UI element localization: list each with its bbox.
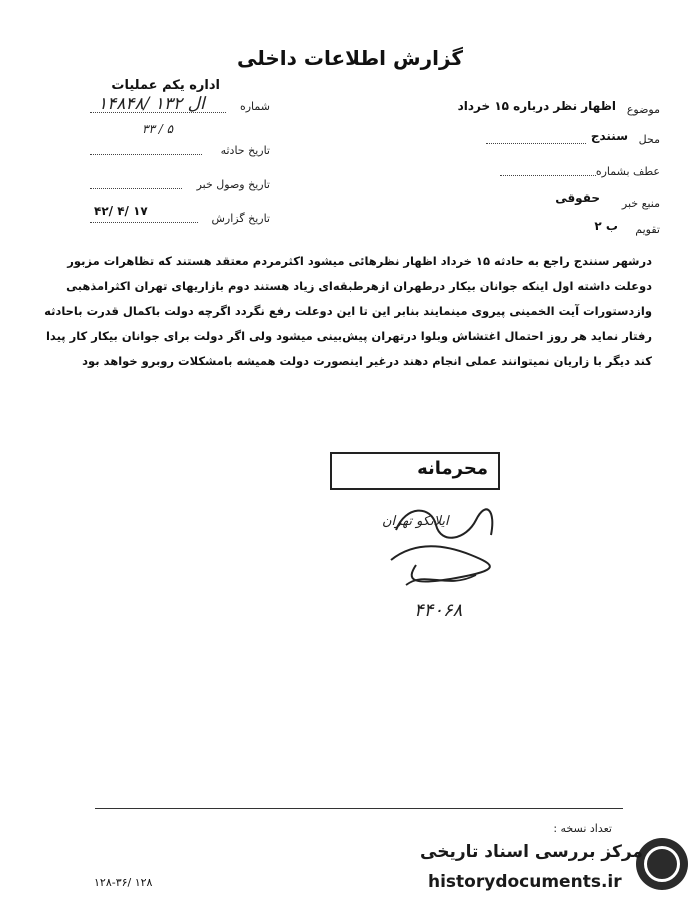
number-label: شماره xyxy=(239,100,270,113)
department-label: اداره یکم عملیات xyxy=(111,78,220,93)
received-date-dotline xyxy=(90,188,182,189)
report-date-dotline xyxy=(90,222,198,223)
number-handwritten: ۱۴۸۴۸/ ۱۳۲ ال xyxy=(98,94,205,114)
watermark-persian: مرکز بررسی اسناد تاریخی xyxy=(420,842,643,862)
reference-label: عطف بشماره xyxy=(595,165,660,178)
copies-label: تعداد نسخه : xyxy=(553,822,612,835)
incident-date-label: تاریخ حادثه xyxy=(220,144,270,157)
right-fields xyxy=(390,95,660,245)
body-line-4: رفتار نماید هر روز احتمال اغتشاش وبلوا درتهران پیش‌بینی میشود ولی اگر دولت برای جوانان بیکار کار پیدا xyxy=(45,329,652,343)
signature-number: ۴۴۰۶۸ xyxy=(414,600,463,621)
body-line-1: درشهر سنندج راجع به حادثه ۱۵ خرداد اظهار نظرهائی میشود اکثرمردم معتقد هستند که تظاهرات مزبور xyxy=(67,254,652,268)
archive-logo-ring xyxy=(644,846,680,882)
body-line-2: دوعلت داشته اول اینکه جوانان بیکار درطهران ازهرطبقه‌ای زیاد هستند دوم بازاریهای تهران اکثرامذهبی xyxy=(66,279,652,293)
rating-label: تقویم xyxy=(635,223,660,236)
report-date-value: ۴۲/ ۴/ ۱۷ xyxy=(94,204,148,218)
body-line-3: وازدستورات آیت الخمینی پیروی مینمایند بنابر این تا این دوعلت رفع نگردد اگرچه دولت باکمال قدرت باحادثه xyxy=(44,304,652,318)
footer-rule xyxy=(95,808,623,809)
signature-note: ایلانکو تهران xyxy=(382,514,449,529)
location-value: سنندج xyxy=(590,129,628,143)
incident-date-dotline xyxy=(90,154,202,155)
report-date-label: تاریخ گزارش xyxy=(211,212,270,225)
source-label: منبع خبر xyxy=(621,197,660,210)
number-sub-handwritten: ۳۳ / ۵ xyxy=(142,122,174,136)
subject-label: موضوع xyxy=(626,103,660,116)
document-code: ۱۲۸-۳۶/ ۱۲۸ xyxy=(94,876,153,889)
report-body xyxy=(40,252,660,382)
report-title: گزارش اطلاعات داخلی xyxy=(236,46,464,70)
received-date-label: تاریخ وصول خبر xyxy=(196,178,270,191)
reference-dotline xyxy=(500,175,596,176)
watermark-url: historydocuments.ir xyxy=(428,872,622,892)
left-fields xyxy=(90,94,270,233)
signature-block xyxy=(376,500,506,640)
archive-logo-icon xyxy=(636,838,688,890)
source-value: حقوقی xyxy=(555,191,600,205)
location-label: محل xyxy=(638,133,660,146)
location-dotline xyxy=(486,143,586,144)
subject-value: اظهار نظر درباره ۱۵ خرداد xyxy=(457,99,616,113)
stamp-text: محرمانه xyxy=(417,458,488,479)
rating-value: ب ۲ xyxy=(594,219,618,233)
confidential-stamp xyxy=(330,452,500,490)
body-line-5: کند دیگر با زاریان نمیتوانند عملی انجام دهند درغیر اینصورت دولت همیشه بامشکلات روبرو خواهد بود xyxy=(82,354,652,368)
